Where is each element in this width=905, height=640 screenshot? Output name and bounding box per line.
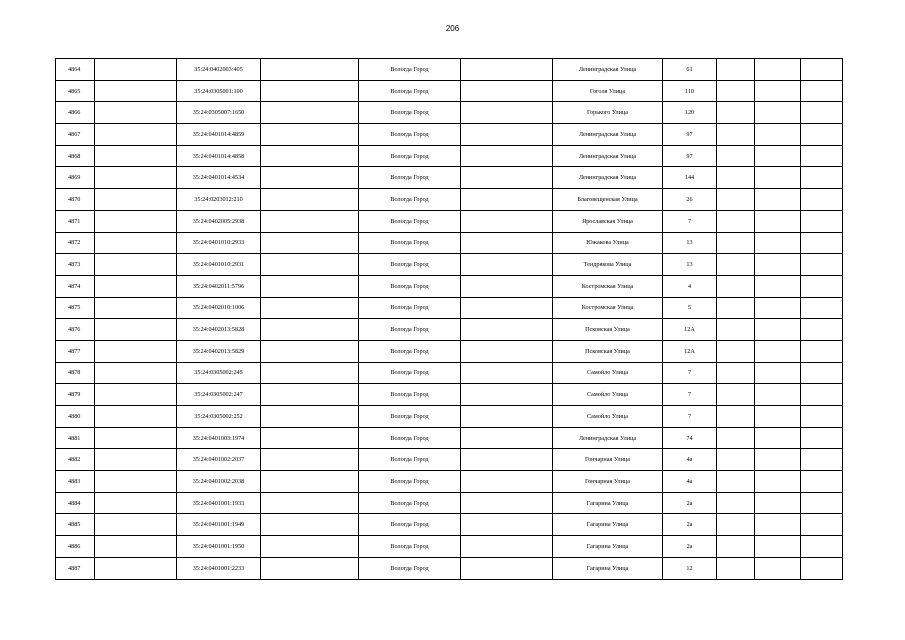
city-cell: Вологда Город xyxy=(359,297,461,319)
empty-cell xyxy=(755,427,801,449)
empty-cell xyxy=(801,406,843,428)
empty-cell xyxy=(801,536,843,558)
table-row xyxy=(56,232,843,254)
empty-cell xyxy=(801,297,843,319)
cadastral-number-cell: 35:24:0401010:2931 xyxy=(177,254,261,276)
house-number-cell: 2а xyxy=(663,514,717,536)
row-number-cell: 4878 xyxy=(56,362,95,384)
empty-cell xyxy=(755,275,801,297)
house-number-cell: 12 xyxy=(663,557,717,579)
empty-cell xyxy=(801,59,843,81)
city-cell: Вологда Город xyxy=(359,254,461,276)
empty-cell xyxy=(261,297,359,319)
street-cell: Гагарина Улица xyxy=(553,514,663,536)
cadastral-number-cell: 35:24:0401010:2933 xyxy=(177,232,261,254)
empty-cell xyxy=(95,384,177,406)
table-body xyxy=(56,59,843,580)
table-row xyxy=(56,275,843,297)
table-row xyxy=(56,102,843,124)
empty-cell xyxy=(461,145,553,167)
cadastral-number-cell: 35:24:0402011:5796 xyxy=(177,275,261,297)
street-cell: Костромская Улица xyxy=(553,297,663,319)
empty-cell xyxy=(755,102,801,124)
street-cell: Гагарина Улица xyxy=(553,536,663,558)
house-number-cell: 7 xyxy=(663,406,717,428)
house-number-cell: 120 xyxy=(663,102,717,124)
street-cell: Гагарина Улица xyxy=(553,557,663,579)
city-cell: Вологда Город xyxy=(359,210,461,232)
empty-cell xyxy=(95,492,177,514)
house-number-cell: 97 xyxy=(663,145,717,167)
house-number-cell: 97 xyxy=(663,124,717,146)
row-number-cell: 4867 xyxy=(56,124,95,146)
cadastral-number-cell: 35:24:0401014:4534 xyxy=(177,167,261,189)
house-number-cell: 12А xyxy=(663,340,717,362)
empty-cell xyxy=(717,210,755,232)
empty-cell xyxy=(461,80,553,102)
street-cell: Ленинградская Улица xyxy=(553,145,663,167)
empty-cell xyxy=(755,536,801,558)
empty-cell xyxy=(461,362,553,384)
empty-cell xyxy=(261,254,359,276)
row-number-cell: 4884 xyxy=(56,492,95,514)
empty-cell xyxy=(755,340,801,362)
empty-cell xyxy=(755,80,801,102)
table-row xyxy=(56,427,843,449)
street-cell: Ленинградская Улица xyxy=(553,59,663,81)
empty-cell xyxy=(755,557,801,579)
empty-cell xyxy=(461,167,553,189)
empty-cell xyxy=(717,59,755,81)
row-number-cell: 4882 xyxy=(56,449,95,471)
city-cell: Вологда Город xyxy=(359,427,461,449)
table-row xyxy=(56,340,843,362)
city-cell: Вологда Город xyxy=(359,514,461,536)
street-cell: Самойло Улица xyxy=(553,406,663,428)
city-cell: Вологда Город xyxy=(359,102,461,124)
house-number-cell: 61 xyxy=(663,59,717,81)
city-cell: Вологда Город xyxy=(359,189,461,211)
empty-cell xyxy=(801,145,843,167)
empty-cell xyxy=(801,102,843,124)
empty-cell xyxy=(717,471,755,493)
empty-cell xyxy=(95,406,177,428)
house-number-cell: 7 xyxy=(663,210,717,232)
empty-cell xyxy=(461,471,553,493)
page-number: 206 xyxy=(445,24,460,33)
empty-cell xyxy=(261,449,359,471)
empty-cell xyxy=(95,189,177,211)
city-cell: Вологда Город xyxy=(359,145,461,167)
table-row xyxy=(56,492,843,514)
empty-cell xyxy=(755,145,801,167)
empty-cell xyxy=(801,449,843,471)
empty-cell xyxy=(261,102,359,124)
empty-cell xyxy=(261,167,359,189)
empty-cell xyxy=(717,145,755,167)
house-number-cell: 4а xyxy=(663,471,717,493)
city-cell: Вологда Город xyxy=(359,384,461,406)
empty-cell xyxy=(801,514,843,536)
empty-cell xyxy=(95,232,177,254)
row-number-cell: 4880 xyxy=(56,406,95,428)
empty-cell xyxy=(801,492,843,514)
house-number-cell: 4 xyxy=(663,275,717,297)
empty-cell xyxy=(755,471,801,493)
empty-cell xyxy=(755,514,801,536)
street-cell: Ярославская Улица xyxy=(553,210,663,232)
cadastral-number-cell: 35:24:0401001:1933 xyxy=(177,492,261,514)
city-cell: Вологда Город xyxy=(359,275,461,297)
row-number-cell: 4864 xyxy=(56,59,95,81)
row-number-cell: 4876 xyxy=(56,319,95,341)
cadastral-number-cell: 35:24:0305002:245 xyxy=(177,362,261,384)
cadastral-number-cell: 35:24:0401014:4859 xyxy=(177,124,261,146)
empty-cell xyxy=(755,492,801,514)
empty-cell xyxy=(461,275,553,297)
city-cell: Вологда Город xyxy=(359,536,461,558)
cadastral-number-cell: 35:24:0402013:5829 xyxy=(177,340,261,362)
row-number-cell: 4866 xyxy=(56,102,95,124)
empty-cell xyxy=(461,406,553,428)
cadastral-number-cell: 35:24:0402013:5828 xyxy=(177,319,261,341)
empty-cell xyxy=(261,80,359,102)
cadastral-number-cell: 35:24:0401001:1949 xyxy=(177,514,261,536)
table-row xyxy=(56,406,843,428)
empty-cell xyxy=(95,254,177,276)
row-number-cell: 4873 xyxy=(56,254,95,276)
empty-cell xyxy=(261,59,359,81)
table-row xyxy=(56,189,843,211)
row-number-cell: 4865 xyxy=(56,80,95,102)
empty-cell xyxy=(717,319,755,341)
empty-cell xyxy=(461,124,553,146)
street-cell: Псковская Улица xyxy=(553,319,663,341)
empty-cell xyxy=(461,427,553,449)
empty-cell xyxy=(461,232,553,254)
table-row xyxy=(56,557,843,579)
empty-cell xyxy=(95,297,177,319)
empty-cell xyxy=(461,102,553,124)
empty-cell xyxy=(755,384,801,406)
table-row xyxy=(56,80,843,102)
house-number-cell: 5 xyxy=(663,297,717,319)
empty-cell xyxy=(95,319,177,341)
row-number-cell: 4871 xyxy=(56,210,95,232)
empty-cell xyxy=(717,124,755,146)
table-row xyxy=(56,124,843,146)
city-cell: Вологда Город xyxy=(359,124,461,146)
row-number-cell: 4868 xyxy=(56,145,95,167)
empty-cell xyxy=(261,189,359,211)
empty-cell xyxy=(801,427,843,449)
table-row xyxy=(56,254,843,276)
empty-cell xyxy=(461,210,553,232)
empty-cell xyxy=(755,210,801,232)
empty-cell xyxy=(95,275,177,297)
empty-cell xyxy=(95,557,177,579)
empty-cell xyxy=(461,492,553,514)
house-number-cell: 7 xyxy=(663,362,717,384)
empty-cell xyxy=(717,189,755,211)
street-cell: Гончарная Улица xyxy=(553,449,663,471)
cadastral-number-cell: 35:24:0401014:4858 xyxy=(177,145,261,167)
empty-cell xyxy=(801,471,843,493)
empty-cell xyxy=(261,124,359,146)
empty-cell xyxy=(261,557,359,579)
empty-cell xyxy=(801,275,843,297)
empty-cell xyxy=(95,340,177,362)
empty-cell xyxy=(755,362,801,384)
empty-cell xyxy=(801,319,843,341)
row-number-cell: 4874 xyxy=(56,275,95,297)
table-row xyxy=(56,210,843,232)
street-cell: Ленинградская Улица xyxy=(553,427,663,449)
cadastral-number-cell: 35:24:0402005:2938 xyxy=(177,210,261,232)
empty-cell xyxy=(261,406,359,428)
empty-cell xyxy=(95,124,177,146)
empty-cell xyxy=(717,167,755,189)
empty-cell xyxy=(717,449,755,471)
registry-table xyxy=(55,58,843,580)
empty-cell xyxy=(717,536,755,558)
empty-cell xyxy=(801,340,843,362)
empty-cell xyxy=(801,210,843,232)
empty-cell xyxy=(261,275,359,297)
table-row xyxy=(56,384,843,406)
cadastral-number-cell: 35:24:0402003:405 xyxy=(177,59,261,81)
empty-cell xyxy=(261,319,359,341)
row-number-cell: 4869 xyxy=(56,167,95,189)
empty-cell xyxy=(717,514,755,536)
street-cell: Благовещенская Улица xyxy=(553,189,663,211)
empty-cell xyxy=(461,254,553,276)
empty-cell xyxy=(95,362,177,384)
row-number-cell: 4887 xyxy=(56,557,95,579)
table-row xyxy=(56,471,843,493)
city-cell: Вологда Город xyxy=(359,362,461,384)
empty-cell xyxy=(717,232,755,254)
row-number-cell: 4875 xyxy=(56,297,95,319)
house-number-cell: 74 xyxy=(663,427,717,449)
empty-cell xyxy=(461,384,553,406)
city-cell: Вологда Город xyxy=(359,492,461,514)
city-cell: Вологда Город xyxy=(359,232,461,254)
empty-cell xyxy=(801,254,843,276)
empty-cell xyxy=(801,189,843,211)
street-cell: Тендрякова Улица xyxy=(553,254,663,276)
city-cell: Вологда Город xyxy=(359,471,461,493)
empty-cell xyxy=(261,514,359,536)
empty-cell xyxy=(801,362,843,384)
row-number-cell: 4886 xyxy=(56,536,95,558)
table-row xyxy=(56,514,843,536)
empty-cell xyxy=(261,340,359,362)
empty-cell xyxy=(95,536,177,558)
table-row xyxy=(56,145,843,167)
empty-cell xyxy=(755,167,801,189)
city-cell: Вологда Город xyxy=(359,59,461,81)
street-cell: Костромская Улица xyxy=(553,275,663,297)
cadastral-number-cell: 35:24:0305007:1650 xyxy=(177,102,261,124)
street-cell: Самойло Улица xyxy=(553,362,663,384)
empty-cell xyxy=(461,340,553,362)
empty-cell xyxy=(95,80,177,102)
empty-cell xyxy=(261,427,359,449)
empty-cell xyxy=(801,80,843,102)
table-row xyxy=(56,362,843,384)
house-number-cell: 144 xyxy=(663,167,717,189)
empty-cell xyxy=(755,59,801,81)
cadastral-number-cell: 35:24:0401002:2037 xyxy=(177,449,261,471)
empty-cell xyxy=(261,232,359,254)
empty-cell xyxy=(261,145,359,167)
table-row xyxy=(56,536,843,558)
empty-cell xyxy=(461,514,553,536)
street-cell: Ленинградская Улица xyxy=(553,124,663,146)
city-cell: Вологда Город xyxy=(359,319,461,341)
empty-cell xyxy=(717,492,755,514)
empty-cell xyxy=(801,557,843,579)
empty-cell xyxy=(95,449,177,471)
city-cell: Вологда Город xyxy=(359,449,461,471)
street-cell: Горького Улица xyxy=(553,102,663,124)
empty-cell xyxy=(755,406,801,428)
empty-cell xyxy=(755,189,801,211)
empty-cell xyxy=(95,102,177,124)
row-number-cell: 4885 xyxy=(56,514,95,536)
row-number-cell: 4872 xyxy=(56,232,95,254)
house-number-cell: 12А xyxy=(663,319,717,341)
empty-cell xyxy=(755,254,801,276)
empty-cell xyxy=(95,210,177,232)
cadastral-number-cell: 35:24:0203012:210 xyxy=(177,189,261,211)
empty-cell xyxy=(755,319,801,341)
row-number-cell: 4883 xyxy=(56,471,95,493)
house-number-cell: 26 xyxy=(663,189,717,211)
empty-cell xyxy=(261,362,359,384)
house-number-cell: 4а xyxy=(663,449,717,471)
house-number-cell: 2а xyxy=(663,492,717,514)
cadastral-number-cell: 35:24:0305001:100 xyxy=(177,80,261,102)
table-row xyxy=(56,319,843,341)
cadastral-number-cell: 35:24:0401003:1974 xyxy=(177,427,261,449)
empty-cell xyxy=(801,384,843,406)
house-number-cell: 2а xyxy=(663,536,717,558)
empty-cell xyxy=(95,167,177,189)
table-row xyxy=(56,59,843,81)
empty-cell xyxy=(717,406,755,428)
empty-cell xyxy=(261,471,359,493)
street-cell: Ленинградская Улица xyxy=(553,167,663,189)
empty-cell xyxy=(717,340,755,362)
empty-cell xyxy=(95,514,177,536)
empty-cell xyxy=(95,59,177,81)
street-cell: Гагарина Улица xyxy=(553,492,663,514)
row-number-cell: 4881 xyxy=(56,427,95,449)
city-cell: Вологда Город xyxy=(359,80,461,102)
empty-cell xyxy=(717,297,755,319)
house-number-cell: 13 xyxy=(663,232,717,254)
row-number-cell: 4879 xyxy=(56,384,95,406)
empty-cell xyxy=(801,232,843,254)
empty-cell xyxy=(717,275,755,297)
house-number-cell: 7 xyxy=(663,384,717,406)
empty-cell xyxy=(461,449,553,471)
empty-cell xyxy=(717,80,755,102)
empty-cell xyxy=(261,384,359,406)
empty-cell xyxy=(261,536,359,558)
row-number-cell: 4870 xyxy=(56,189,95,211)
empty-cell xyxy=(461,189,553,211)
city-cell: Вологда Город xyxy=(359,167,461,189)
empty-cell xyxy=(461,319,553,341)
empty-cell xyxy=(717,362,755,384)
empty-cell xyxy=(717,427,755,449)
table-row xyxy=(56,449,843,471)
empty-cell xyxy=(801,124,843,146)
empty-cell xyxy=(95,427,177,449)
empty-cell xyxy=(461,297,553,319)
street-cell: Южакова Улица xyxy=(553,232,663,254)
empty-cell xyxy=(461,557,553,579)
cadastral-number-cell: 35:24:0401002:2038 xyxy=(177,471,261,493)
empty-cell xyxy=(717,557,755,579)
cadastral-number-cell: 35:24:0401001:1950 xyxy=(177,536,261,558)
empty-cell xyxy=(755,232,801,254)
empty-cell xyxy=(801,167,843,189)
street-cell: Псковская Улица xyxy=(553,340,663,362)
city-cell: Вологда Город xyxy=(359,557,461,579)
table-row xyxy=(56,167,843,189)
empty-cell xyxy=(755,297,801,319)
empty-cell xyxy=(755,124,801,146)
street-cell: Самойло Улица xyxy=(553,384,663,406)
house-number-cell: 110 xyxy=(663,80,717,102)
empty-cell xyxy=(717,102,755,124)
city-cell: Вологда Город xyxy=(359,406,461,428)
empty-cell xyxy=(95,145,177,167)
empty-cell xyxy=(717,384,755,406)
street-cell: Гоголя Улица xyxy=(553,80,663,102)
cadastral-number-cell: 35:24:0305002:252 xyxy=(177,406,261,428)
city-cell: Вологда Город xyxy=(359,340,461,362)
row-number-cell: 4877 xyxy=(56,340,95,362)
empty-cell xyxy=(95,471,177,493)
empty-cell xyxy=(717,254,755,276)
empty-cell xyxy=(461,59,553,81)
empty-cell xyxy=(755,449,801,471)
cadastral-number-cell: 35:24:0305002:247 xyxy=(177,384,261,406)
house-number-cell: 13 xyxy=(663,254,717,276)
cadastral-number-cell: 35:24:0401001:2233 xyxy=(177,557,261,579)
street-cell: Гончарная Улица xyxy=(553,471,663,493)
table-row xyxy=(56,297,843,319)
empty-cell xyxy=(261,492,359,514)
empty-cell xyxy=(461,536,553,558)
cadastral-number-cell: 35:24:0402010:1006 xyxy=(177,297,261,319)
empty-cell xyxy=(261,210,359,232)
